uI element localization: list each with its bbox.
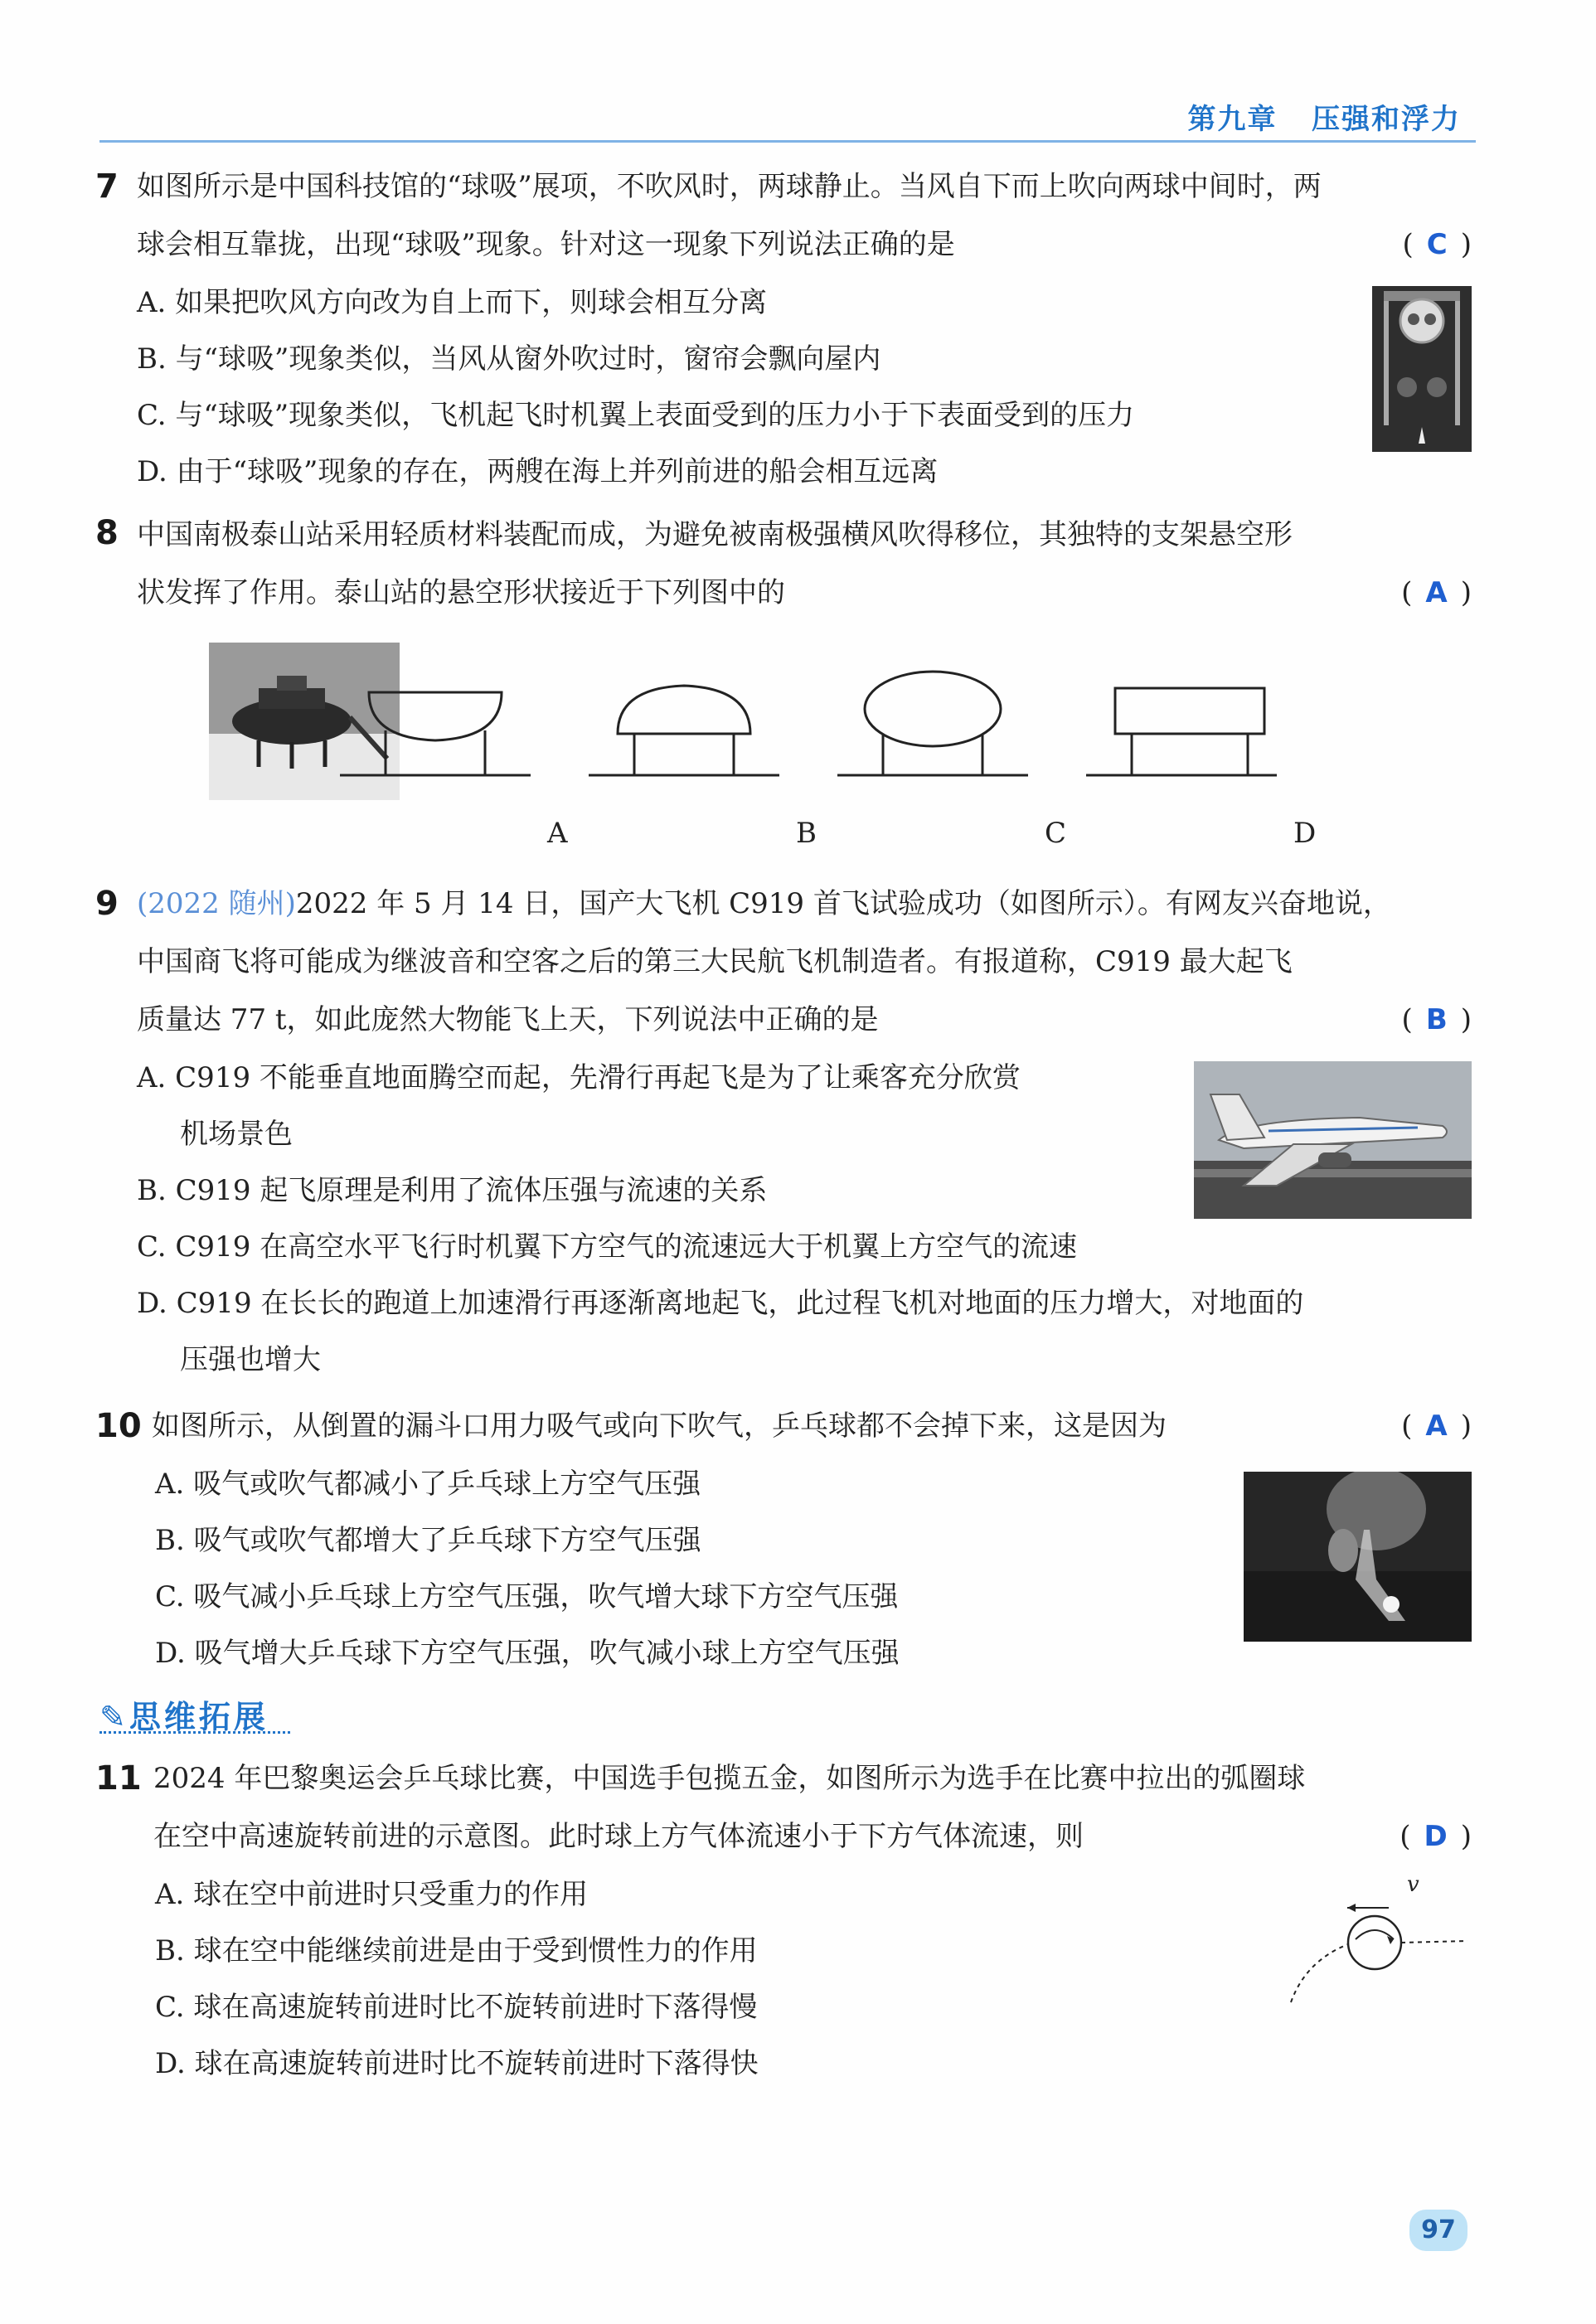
question-11 bbox=[95, 1749, 1472, 2098]
section-title: 思维拓展 bbox=[129, 1699, 269, 1735]
question-source: (2022 随州) bbox=[137, 887, 296, 920]
option-b: B. 与“球吸”现象类似，当风从窗外吹过时，窗帘会飘向屋内 bbox=[137, 342, 881, 376]
question-number: 8 bbox=[95, 514, 119, 552]
figure-label-d: D bbox=[1293, 817, 1317, 850]
question-number: 10 bbox=[95, 1407, 142, 1445]
stem-line: 中国南极泰山站采用轻质材料装配而成，为避免被南极强横风吹得移位，其独特的支架悬空形 bbox=[137, 518, 1293, 551]
question-stem bbox=[152, 1397, 1482, 1455]
stem-line: 质量达 77 t，如此庞然大物能飞上天，下列说法中正确的是 bbox=[137, 1003, 879, 1036]
answer-value: A bbox=[1425, 576, 1448, 609]
option-d: D. 球在高速旋转前进时比不旋转前进时下落得快 bbox=[155, 2047, 759, 2080]
stem-text: 2022 年 5 月 14 日，国产大飞机 C919 首飞试验成功（如图所示）。有网友兴奋地说， bbox=[295, 887, 1391, 920]
option-b: B. C919 起飞原理是利用了流体压强与流速的关系 bbox=[137, 1174, 768, 1207]
shape-options-figure bbox=[245, 651, 1521, 792]
question-stem bbox=[153, 1749, 1484, 1866]
answer-bracket: ( C ) bbox=[1402, 228, 1472, 261]
chapter-title bbox=[1187, 96, 1461, 137]
velocity-arrowhead bbox=[1347, 1904, 1356, 1912]
chapter-number: 第九章 bbox=[1187, 103, 1278, 136]
shape-d bbox=[1086, 688, 1277, 775]
option-d: D. 吸气增大乒乓球下方空气压强，吹气减小球上方空气压强 bbox=[155, 1637, 900, 1670]
ball-suction-photo-image bbox=[1372, 286, 1472, 452]
page-number: 97 bbox=[1409, 2210, 1467, 2251]
question-number: 9 bbox=[95, 885, 119, 923]
ball-suction-photo bbox=[1372, 286, 1472, 452]
option-b: B. 球在空中能继续前进是由于受到惯性力的作用 bbox=[155, 1934, 758, 1967]
option-b: B. 吸气或吹气都增大了乒乓球下方空气压强 bbox=[155, 1524, 701, 1557]
c919-photo-image bbox=[1194, 1061, 1472, 1219]
funnel-photo-image bbox=[1244, 1472, 1472, 1642]
c919-photo bbox=[1194, 1061, 1472, 1219]
section-underline bbox=[99, 1731, 290, 1735]
option-a-continued: 机场景色 bbox=[180, 1118, 293, 1151]
question-9 bbox=[95, 875, 1472, 1405]
funnel-photo bbox=[1244, 1472, 1472, 1642]
answer-value: C bbox=[1426, 228, 1448, 261]
figure-label-b: B bbox=[796, 817, 817, 850]
shape-b bbox=[589, 686, 779, 775]
answer-value: D bbox=[1424, 1820, 1448, 1853]
option-a: A. 吸气或吹气都减小了乒乓球上方空气压强 bbox=[155, 1468, 701, 1501]
trajectory-dashed bbox=[1291, 1944, 1348, 2002]
option-a: A. C919 不能垂直地面腾空而起，先滑行再起飞是为了让乘客充分欣赏 bbox=[137, 1061, 1021, 1094]
answer-bracket: ( A ) bbox=[1401, 1409, 1472, 1443]
option-a: A. 如果把吹风方向改为自上而下，则球会相互分离 bbox=[137, 286, 768, 319]
question-stem bbox=[137, 506, 1467, 622]
option-c: C. 吸气减小乒乓球上方空气压强，吹气增大球下方空气压强 bbox=[155, 1580, 899, 1613]
answer-bracket: ( D ) bbox=[1400, 1820, 1472, 1853]
stem-line: 2024 年巴黎奥运会乒乓球比赛，中国选手包揽五金，如图所示为选手在比赛中拉出的弧圈球 bbox=[153, 1762, 1306, 1795]
spinning-ball-diagram bbox=[1273, 1886, 1472, 2011]
shape-a bbox=[340, 692, 531, 775]
stem-line: 中国商飞将可能成为继波音和空客之后的第三大民航飞机制造者。有报道称，C919 最大起飞 bbox=[137, 945, 1293, 978]
stem-line bbox=[137, 875, 1467, 933]
stem-line: 如图所示，从倒置的漏斗口用力吸气或向下吹气，乒乓球都不会掉下来，这是因为 bbox=[152, 1409, 1167, 1443]
question-8 bbox=[95, 506, 1472, 854]
option-d: D. C919 在长长的跑道上加速滑行再逐渐离地起飞，此过程飞机对地面的压力增大，对地面的 bbox=[137, 1287, 1304, 1320]
question-stem bbox=[137, 875, 1467, 1049]
answer-value: A bbox=[1425, 1409, 1448, 1443]
stem-line: 状发挥了作用。泰山站的悬空形状接近于下列图中的 bbox=[137, 576, 785, 609]
stem-line: 球会相互靠拢，出现“球吸”现象。针对这一现象下列说法正确的是 bbox=[137, 228, 955, 261]
answer-bracket: ( B ) bbox=[1401, 1003, 1472, 1036]
trajectory-dashed-right bbox=[1401, 1941, 1467, 1943]
velocity-label: v bbox=[1407, 1872, 1419, 1897]
pencil-icon: ✎ bbox=[99, 1699, 129, 1735]
question-10 bbox=[95, 1397, 1472, 1671]
figure-label-a: A bbox=[547, 817, 568, 850]
question-number: 7 bbox=[95, 167, 119, 206]
ball-circle bbox=[1348, 1916, 1401, 1969]
page-header bbox=[99, 93, 1476, 143]
stem-line: 如图所示是中国科技馆的“球吸”展项，不吹风时，两球静止。当风自下而上吹向两球中间时，两 bbox=[137, 170, 1322, 203]
answer-value: B bbox=[1425, 1003, 1448, 1036]
question-stem bbox=[137, 158, 1467, 274]
chapter-name: 压强和浮力 bbox=[1312, 103, 1461, 136]
figure-label-c: C bbox=[1045, 817, 1067, 850]
stem-line: 在空中高速旋转前进的示意图。此时球上方气体流速小于下方气体流速，则 bbox=[153, 1820, 1084, 1853]
section-heading bbox=[99, 1691, 269, 1737]
option-c: C. 球在高速旋转前进时比不旋转前进时下落得慢 bbox=[155, 1991, 758, 2024]
option-d-continued: 压强也增大 bbox=[180, 1343, 321, 1376]
option-c: C. 与“球吸”现象类似，飞机起飞时机翼上表面受到的压力小于下表面受到的压力 bbox=[137, 399, 1135, 432]
answer-bracket: ( A ) bbox=[1401, 576, 1472, 609]
shape-c bbox=[837, 672, 1028, 775]
option-a: A. 球在空中前进时只受重力的作用 bbox=[155, 1878, 589, 1911]
option-d: D. 由于“球吸”现象的存在，两艘在海上并列前进的船会相互远离 bbox=[137, 455, 939, 488]
question-number: 11 bbox=[95, 1759, 142, 1798]
option-c: C. C919 在高空水平飞行时机翼下方空气的流速远大于机翼上方空气的流速 bbox=[137, 1230, 1078, 1264]
question-7 bbox=[95, 158, 1472, 506]
